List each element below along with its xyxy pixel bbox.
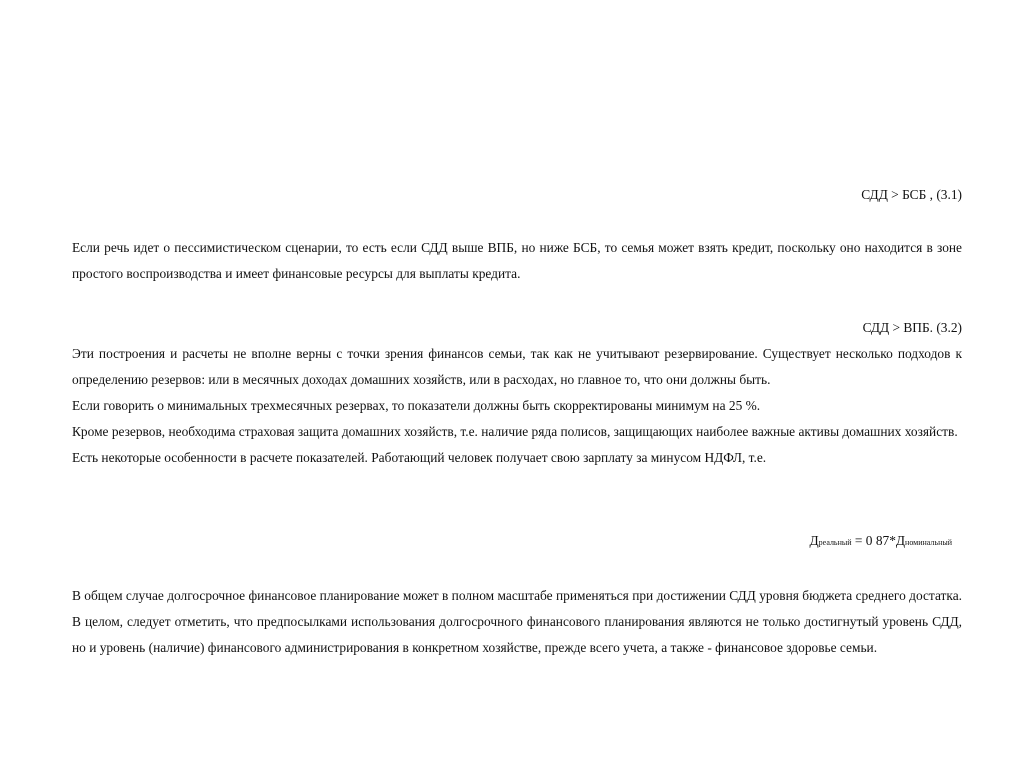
paragraph-tax: Есть некоторые особенности в расчете показателей. Работающий человек получает свою зарплату за минусом НДФЛ, т.е. [72, 450, 767, 465]
paragraph-insurance: Кроме резервов, необходима страховая защита домашних хозяйств, т.е. наличие ряда полисов, защищающих наиболее важные активы домашних хозяйств. [72, 424, 958, 439]
paragraph-reserves-text: Эти построения и расчеты не вполне верны с точки зрения финансов семьи, так как не учитывают резервирование. Существует несколько подходов к определению резервов: или в месячных доходах домашних хозяйств, или в расходах, но главное то, что они должны быть. [72, 346, 962, 387]
paragraph-pessimistic-text: Если речь идет о пессимистическом сценарии, то есть если СДД выше ВПБ, но ниже БСБ, то семья может взять кредит, поскольку оно находится в зоне простого воспроизводства и имеет финансовые ресурсы для выплаты кредита. [72, 240, 962, 281]
formula-real-income [72, 528, 952, 556]
paragraph-minimum-reserves: Если говорить о минимальных трехмесячных резервах, то показатели должны быть скорректированы минимум на 25 %. [72, 398, 761, 413]
formula-3-1-text: СДД > БСБ , (3.1) [861, 187, 962, 202]
formula-3-1 [72, 182, 962, 208]
formula-3-2 [72, 315, 962, 341]
formula-sub-nominal: номинальный [905, 538, 952, 547]
paragraph-long-term-planning-text: В общем случае долгосрочное финансовое планирование может в полном масштабе применяться при достижении СДД уровня бюджета среднего достатка. В целом, следует отметить, что предпосылками использования долгосрочного финансового планирования являются не только достигнутый уровень СДД, но и уровень (наличие) финансового администрирования в конкретном хозяйстве, прежде всего учета, а также - финансовое здоровье семьи. [72, 588, 962, 655]
paragraph-reserves [72, 341, 962, 471]
formula-3-2-text: СДД > ВПБ. (3.2) [862, 320, 962, 335]
formula-sub-real: реальный [818, 538, 852, 547]
paragraph-pessimistic [72, 235, 962, 287]
formula-middle: = 0 87*Д [851, 533, 906, 548]
formula-d1: Д [809, 533, 819, 548]
paragraph-long-term-planning [72, 583, 962, 661]
